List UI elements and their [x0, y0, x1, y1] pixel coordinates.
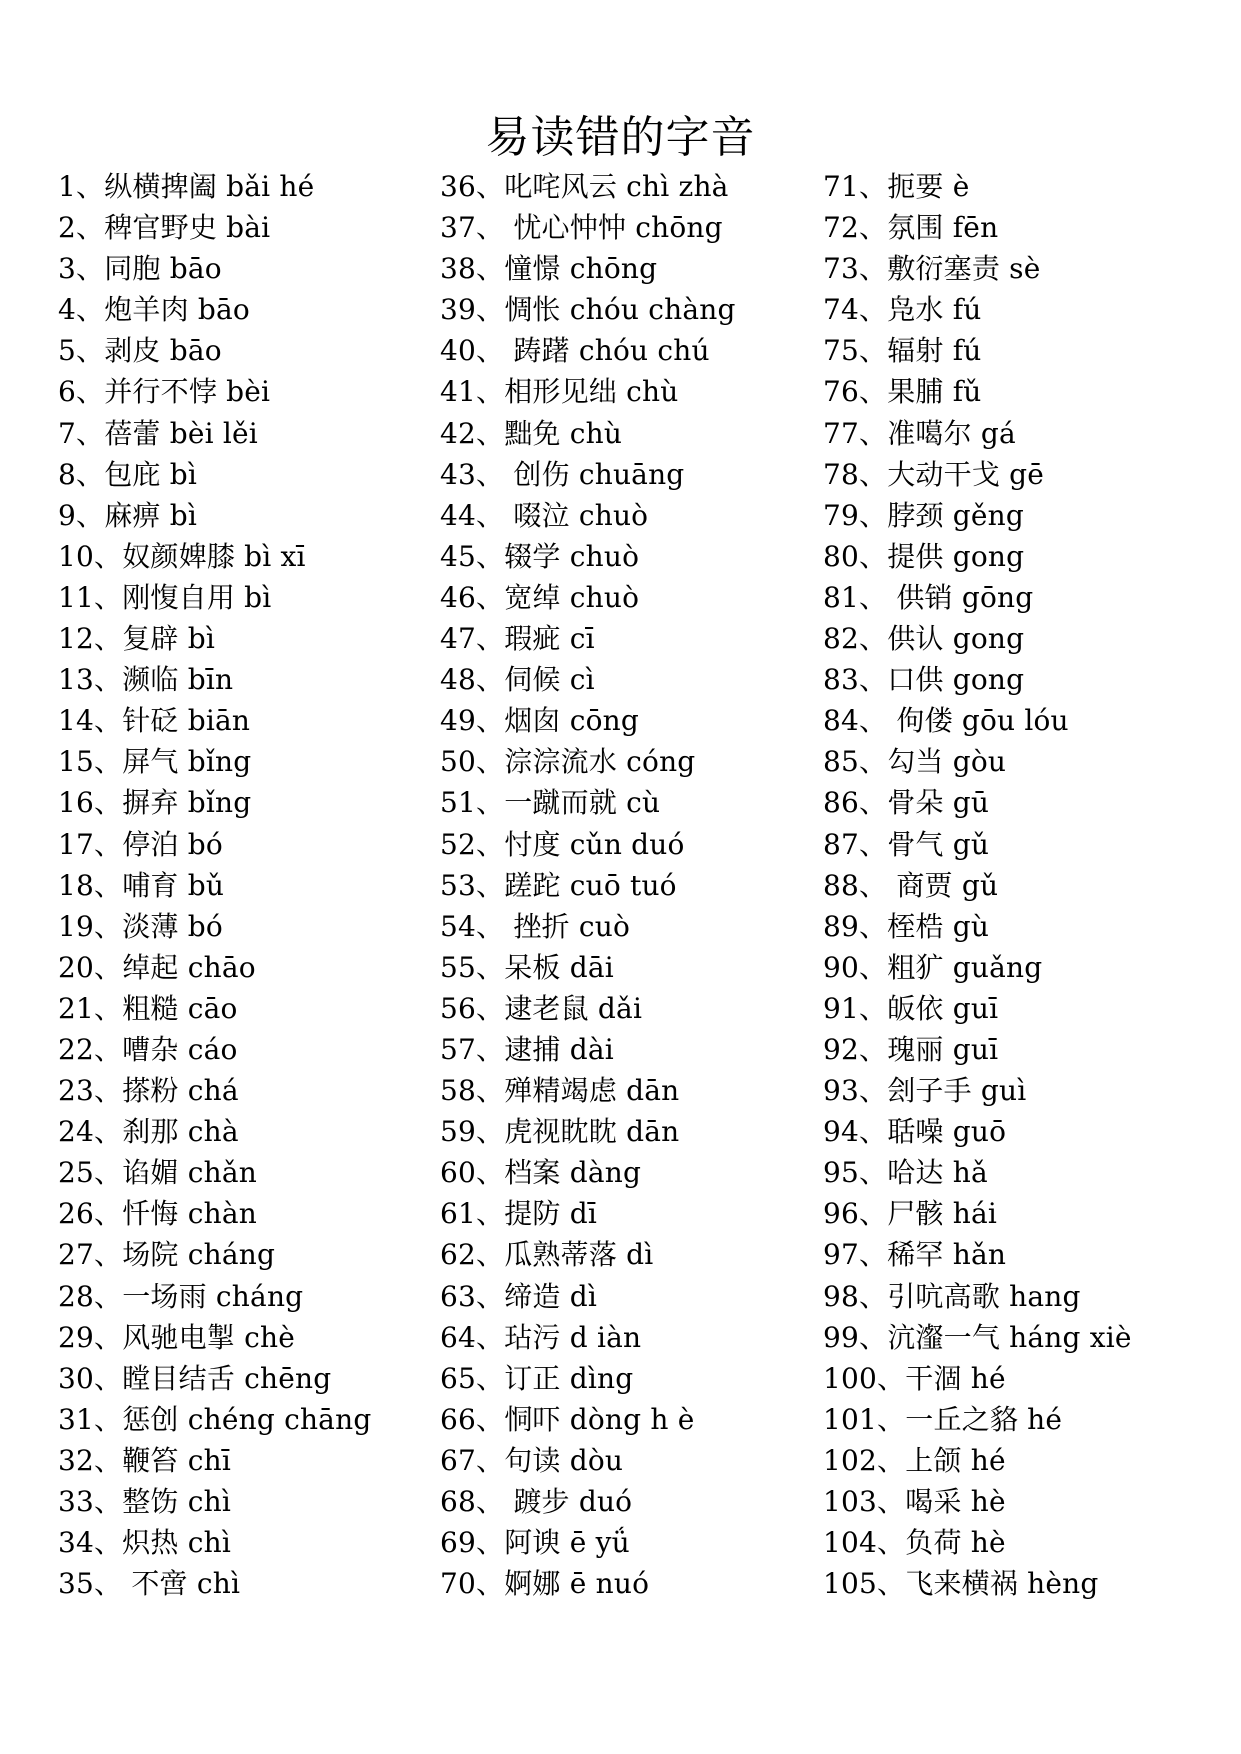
list-item: 82、供认 gong	[823, 622, 1025, 656]
list-item: 72、氛围 fēn	[823, 211, 999, 245]
list-item: 92、瑰丽 guī	[823, 1032, 999, 1066]
list-item: 77、准噶尔 gá	[823, 416, 1016, 450]
list-item: 81、 供销 gōng	[823, 580, 1034, 614]
list-item: 6、并行不悖 bèi	[58, 375, 271, 409]
list-item: 27、场院 cháng	[58, 1238, 276, 1272]
list-item: 28、一场雨 cháng	[58, 1279, 304, 1313]
list-item: 37、 忧心忡忡 chōng	[440, 211, 723, 245]
list-item: 4、炮羊肉 bāo	[58, 293, 250, 327]
list-item: 100、干涸 hé	[823, 1361, 1006, 1395]
list-item: 87、骨气 gǔ	[823, 827, 990, 861]
list-item: 102、上颌 hé	[823, 1443, 1006, 1477]
list-item: 96、尸骸 hái	[823, 1197, 998, 1231]
list-item: 89、桎梏 gù	[823, 909, 990, 943]
list-item: 18、哺育 bǔ	[58, 868, 225, 902]
list-item: 104、负荷 hè	[823, 1526, 1006, 1560]
list-item: 85、勾当 gòu	[823, 745, 1007, 779]
list-item: 78、大动干戈 gē	[823, 457, 1045, 491]
list-item: 84、 佝偻 gōu lóu	[823, 704, 1069, 738]
list-item: 22、嘈杂 cáo	[58, 1032, 238, 1066]
list-item: 1、纵横捭阖 bǎi hé	[58, 170, 315, 203]
list-item: 59、虎视眈眈 dān	[440, 1115, 680, 1149]
list-item: 60、档案 dàng	[440, 1156, 642, 1190]
list-item: 76、果脯 fǔ	[823, 375, 982, 409]
list-item: 75、辐射 fú	[823, 334, 982, 368]
list-item: 19、淡薄 bó	[58, 909, 223, 943]
list-item: 11、刚愎自用 bì	[58, 580, 272, 614]
list-item: 31、惩创 chéng chāng	[58, 1402, 372, 1436]
list-item: 24、刹那 chà	[58, 1115, 239, 1149]
list-item: 45、辍学 chuò	[440, 539, 640, 573]
list-item: 40、 踌躇 chóu chú	[440, 334, 710, 368]
list-item: 39、惆怅 chóu chàng	[440, 293, 736, 327]
list-item: 93、刽子手 guì	[823, 1074, 1027, 1108]
list-item: 14、针砭 biān	[58, 704, 251, 738]
list-item: 17、停泊 bó	[58, 827, 223, 861]
list-item: 73、敷衍塞责 sè	[823, 252, 1041, 286]
list-item: 88、 商贾 gǔ	[823, 868, 999, 902]
list-item: 55、呆板 dāi	[440, 950, 614, 984]
list-item: 9、麻痹 bì	[58, 498, 197, 532]
list-item: 30、瞠目结舌 chēng	[58, 1361, 332, 1395]
list-item: 58、殚精竭虑 dān	[440, 1074, 680, 1108]
list-item: 5、剥皮 bāo	[58, 334, 222, 368]
list-item: 15、屏气 bǐng	[58, 745, 252, 779]
list-item: 70、婀娜 ē nuó	[440, 1567, 650, 1601]
list-item: 23、搽粉 chá	[58, 1074, 239, 1108]
list-item: 90、粗犷 guǎng	[823, 950, 1043, 984]
list-item: 43、 创伤 chuāng	[440, 457, 685, 491]
list-item: 94、聒噪 guō	[823, 1115, 1007, 1149]
list-item: 98、引吭高歌 hang	[823, 1279, 1081, 1313]
page-title: 易读错的字音	[485, 112, 756, 163]
list-item: 12、复辟 bì	[58, 622, 216, 656]
list-item: 63、缔造 dì	[440, 1279, 598, 1313]
list-item: 99、沆瀣一气 háng xiè	[823, 1320, 1132, 1354]
list-item: 52、忖度 cǔn duó	[440, 827, 685, 861]
list-item: 51、一蹴而就 cù	[440, 786, 661, 820]
list-item: 64、玷污 d iàn	[440, 1320, 642, 1354]
column-2	[440, 166, 810, 1604]
list-item: 2、稗官野史 bài	[58, 211, 271, 245]
list-item: 65、订正 dìng	[440, 1361, 634, 1395]
list-item: 54、 挫折 cuò	[440, 909, 631, 943]
list-item: 62、瓜熟蒂落 dì	[440, 1238, 654, 1272]
list-item: 57、逮捕 dài	[440, 1032, 614, 1066]
list-item: 25、谄媚 chǎn	[58, 1156, 257, 1190]
list-item: 97、稀罕 hǎn	[823, 1238, 1007, 1272]
list-item: 16、摒弃 bǐng	[58, 786, 252, 820]
list-item: 61、提防 dī	[440, 1197, 598, 1231]
list-item: 8、包庇 bì	[58, 457, 197, 491]
list-item: 101、一丘之貉 hé	[823, 1402, 1063, 1436]
list-item: 66、恫吓 dòng h è	[440, 1402, 695, 1436]
column-3	[823, 166, 1233, 1604]
list-item: 68、 踱步 duó	[440, 1485, 633, 1518]
list-item: 105、飞来横祸 hèng	[823, 1567, 1099, 1601]
column-1	[58, 166, 428, 1604]
list-item: 44、 啜泣 chuò	[440, 498, 649, 532]
list-item: 71、扼要 è	[823, 170, 970, 203]
list-item: 67、句读 dòu	[440, 1443, 624, 1477]
list-item: 10、奴颜婢膝 bì xī	[58, 539, 306, 573]
list-item: 34、炽热 chì	[58, 1526, 231, 1560]
list-item: 3、同胞 bāo	[58, 252, 222, 286]
list-item: 91、皈依 guī	[823, 991, 999, 1025]
list-item: 56、逮老鼠 dǎi	[440, 991, 643, 1025]
list-item: 46、宽绰 chuò	[440, 580, 640, 614]
list-item: 47、瑕疵 cī	[440, 622, 595, 656]
list-item: 95、哈达 hǎ	[823, 1156, 988, 1190]
list-item: 7、蓓蕾 bèi lěi	[58, 416, 258, 450]
list-item: 48、伺候 cì	[440, 663, 595, 697]
list-item: 86、骨朵 gū	[823, 786, 990, 820]
list-item: 21、粗糙 cāo	[58, 991, 238, 1025]
list-item: 69、阿谀 ē yǘ	[440, 1526, 630, 1560]
list-item: 42、黜免 chù	[440, 416, 623, 450]
list-item: 74、凫水 fú	[823, 293, 982, 327]
list-item: 32、鞭笞 chī	[58, 1443, 231, 1477]
list-item: 80、提供 gong	[823, 539, 1025, 573]
list-item: 13、濒临 bīn	[58, 663, 234, 697]
list-item: 36、叱咤风云 chì zhà	[440, 170, 729, 203]
list-item: 33、整饬 chì	[58, 1485, 231, 1518]
list-item: 83、口供 gong	[823, 663, 1025, 697]
list-item: 26、忏悔 chàn	[58, 1197, 257, 1231]
list-item: 79、脖颈 gěng	[823, 498, 1024, 532]
list-item: 35、 不啻 chì	[58, 1567, 241, 1601]
list-item: 29、风驰电掣 chè	[58, 1320, 296, 1354]
list-item: 103、喝采 hè	[823, 1485, 1006, 1518]
list-item: 41、相形见绌 chù	[440, 375, 679, 409]
list-item: 50、淙淙流水 cóng	[440, 745, 696, 779]
list-item: 49、烟囱 cōng	[440, 704, 640, 738]
list-item: 38、憧憬 chōng	[440, 252, 658, 286]
list-item: 53、蹉跎 cuō tuó	[440, 868, 677, 902]
list-item: 20、绰起 chāo	[58, 950, 256, 984]
